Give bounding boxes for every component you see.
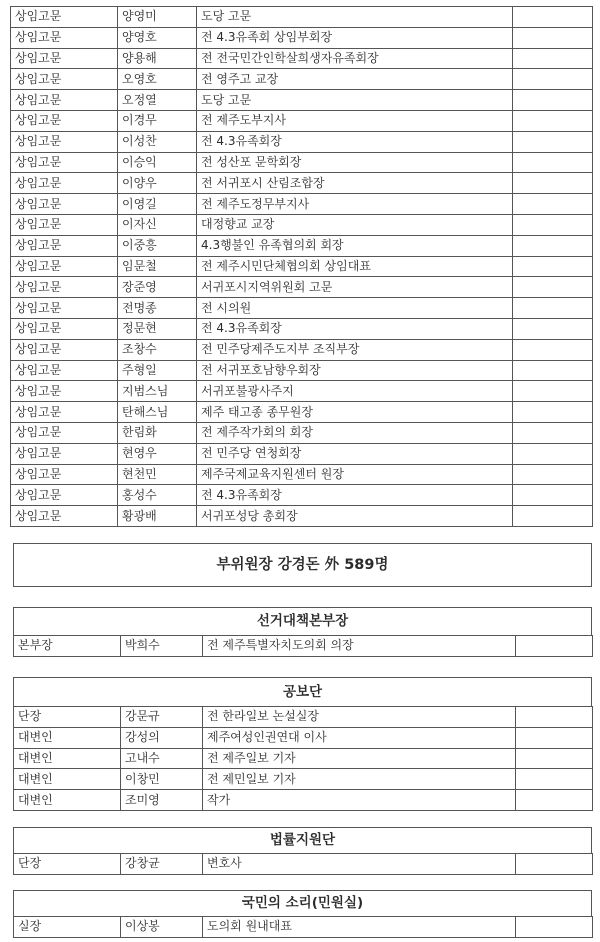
name-cell: 현천민 <box>118 464 197 485</box>
title-cell: 전 성산포 문학회장 <box>197 152 513 173</box>
name-cell: 이승익 <box>118 152 197 173</box>
role-cell: 상임고문 <box>11 485 118 506</box>
empty-cell <box>513 318 593 339</box>
table-row <box>11 152 593 173</box>
title-cell: 전 전국민간인학살희생자유족회장 <box>197 48 513 69</box>
role-cell: 상임고문 <box>11 464 118 485</box>
empty-cell <box>516 636 593 657</box>
name-cell: 강창균 <box>121 854 203 875</box>
title-cell: 4.3행불인 유족협의회 회장 <box>197 235 513 256</box>
name-cell: 양영호 <box>118 27 197 48</box>
name-cell: 오영호 <box>118 69 197 90</box>
role-cell: 상임고문 <box>11 194 118 215</box>
title-cell: 도당 고문 <box>197 90 513 111</box>
name-cell: 주형일 <box>118 360 197 381</box>
name-cell: 이양우 <box>118 173 197 194</box>
title-cell: 전 민주당 연청회장 <box>197 443 513 464</box>
empty-cell <box>513 110 593 131</box>
role-cell: 대변인 <box>14 748 121 769</box>
role-cell: 상임고문 <box>11 235 118 256</box>
title-cell: 전 서귀포호남향우회장 <box>197 360 513 381</box>
title-cell: 전 서귀포시 산림조합장 <box>197 173 513 194</box>
title-cell: 서귀포성당 총회장 <box>197 506 513 527</box>
role-cell: 상임고문 <box>11 339 118 360</box>
name-cell: 지범스님 <box>118 381 197 402</box>
title-cell: 도당 고문 <box>197 7 513 28</box>
name-cell: 조창수 <box>118 339 197 360</box>
empty-cell <box>516 917 593 938</box>
table-row <box>11 402 593 423</box>
table-row <box>14 707 593 728</box>
name-cell: 한림화 <box>118 422 197 443</box>
role-cell: 상임고문 <box>11 7 118 28</box>
empty-cell <box>513 7 593 28</box>
title-cell: 제주국제교육지원센터 원장 <box>197 464 513 485</box>
empty-cell <box>516 748 593 769</box>
empty-cell <box>513 48 593 69</box>
title-cell: 전 한라일보 논설실장 <box>203 707 516 728</box>
title-cell: 전 4.3유족회장 <box>197 318 513 339</box>
section-title-civil-office: 국민의 소리(민원실) <box>13 890 592 917</box>
empty-cell <box>513 152 593 173</box>
vice-chair-banner: 부위원장 강경돈 外 589명 <box>13 543 592 587</box>
title-cell: 전 제주작가회의 회장 <box>197 422 513 443</box>
table-row <box>14 748 593 769</box>
role-cell: 상임고문 <box>11 27 118 48</box>
table-row <box>11 173 593 194</box>
empty-cell <box>513 360 593 381</box>
table-row <box>11 48 593 69</box>
advisor-table <box>10 6 593 527</box>
name-cell: 양용해 <box>118 48 197 69</box>
name-cell: 이상봉 <box>121 917 203 938</box>
role-cell: 상임고문 <box>11 110 118 131</box>
title-cell: 도의회 원내대표 <box>203 917 516 938</box>
table-row <box>14 769 593 790</box>
role-cell: 상임고문 <box>11 173 118 194</box>
title-cell: 전 4.3유족회장 <box>197 131 513 152</box>
table-row <box>14 854 593 875</box>
title-cell: 전 민주당제주도지부 조직부장 <box>197 339 513 360</box>
title-cell: 전 시의원 <box>197 298 513 319</box>
table-row <box>11 7 593 28</box>
table-row <box>14 636 593 657</box>
empty-cell <box>513 194 593 215</box>
table-row <box>11 256 593 277</box>
title-cell: 전 제주도정무부지사 <box>197 194 513 215</box>
table-row <box>11 464 593 485</box>
title-cell: 대정향교 교장 <box>197 214 513 235</box>
name-cell: 이성찬 <box>118 131 197 152</box>
empty-cell <box>513 131 593 152</box>
empty-cell <box>516 790 593 811</box>
section-table-legal-support <box>13 853 593 875</box>
name-cell: 이창민 <box>121 769 203 790</box>
table-row <box>11 90 593 111</box>
role-cell: 실장 <box>14 917 121 938</box>
section-table-campaign-head <box>13 635 593 657</box>
name-cell: 이자신 <box>118 214 197 235</box>
role-cell: 단장 <box>14 707 121 728</box>
name-cell: 강문규 <box>121 707 203 728</box>
name-cell: 황광배 <box>118 506 197 527</box>
role-cell: 상임고문 <box>11 443 118 464</box>
role-cell: 본부장 <box>14 636 121 657</box>
name-cell: 홍성수 <box>118 485 197 506</box>
title-cell: 전 제민일보 기자 <box>203 769 516 790</box>
role-cell: 대변인 <box>14 790 121 811</box>
empty-cell <box>516 727 593 748</box>
table-row <box>11 443 593 464</box>
role-cell: 대변인 <box>14 769 121 790</box>
table-row <box>11 214 593 235</box>
empty-cell <box>516 707 593 728</box>
empty-cell <box>513 27 593 48</box>
table-row <box>11 27 593 48</box>
name-cell: 임문철 <box>118 256 197 277</box>
name-cell: 현영우 <box>118 443 197 464</box>
name-cell: 장준영 <box>118 277 197 298</box>
role-cell: 상임고문 <box>11 402 118 423</box>
name-cell: 오정열 <box>118 90 197 111</box>
title-cell: 서귀포시지역위원회 고문 <box>197 277 513 298</box>
name-cell: 조미영 <box>121 790 203 811</box>
role-cell: 상임고문 <box>11 48 118 69</box>
section-table-press-team <box>13 706 593 811</box>
table-row <box>11 506 593 527</box>
role-cell: 상임고문 <box>11 298 118 319</box>
name-cell: 탄해스님 <box>118 402 197 423</box>
empty-cell <box>516 769 593 790</box>
empty-cell <box>513 339 593 360</box>
name-cell: 전명종 <box>118 298 197 319</box>
table-row <box>14 917 593 938</box>
table-row <box>11 298 593 319</box>
empty-cell <box>513 214 593 235</box>
empty-cell <box>513 402 593 423</box>
section-table-civil-office <box>13 916 593 938</box>
title-cell: 전 4.3유족회 상임부회장 <box>197 27 513 48</box>
table-row <box>11 69 593 90</box>
title-cell: 서귀포불광사주지 <box>197 381 513 402</box>
role-cell: 상임고문 <box>11 214 118 235</box>
role-cell: 대변인 <box>14 727 121 748</box>
table-row <box>11 360 593 381</box>
table-row <box>11 131 593 152</box>
table-row <box>11 277 593 298</box>
empty-cell <box>513 506 593 527</box>
title-cell: 변호사 <box>203 854 516 875</box>
title-cell: 전 4.3유족회장 <box>197 485 513 506</box>
empty-cell <box>513 277 593 298</box>
empty-cell <box>513 298 593 319</box>
table-row <box>11 110 593 131</box>
table-row <box>14 790 593 811</box>
role-cell: 상임고문 <box>11 318 118 339</box>
role-cell: 상임고문 <box>11 422 118 443</box>
empty-cell <box>513 422 593 443</box>
table-row <box>11 235 593 256</box>
empty-cell <box>516 854 593 875</box>
table-row <box>11 381 593 402</box>
role-cell: 상임고문 <box>11 69 118 90</box>
role-cell: 상임고문 <box>11 381 118 402</box>
name-cell: 양영미 <box>118 7 197 28</box>
table-row <box>11 422 593 443</box>
title-cell: 전 제주시민단체협의회 상임대표 <box>197 256 513 277</box>
empty-cell <box>513 69 593 90</box>
title-cell: 전 제주도부지사 <box>197 110 513 131</box>
empty-cell <box>513 464 593 485</box>
table-row <box>11 194 593 215</box>
name-cell: 이영길 <box>118 194 197 215</box>
empty-cell <box>513 173 593 194</box>
title-cell: 전 제주특별자치도의회 의장 <box>203 636 516 657</box>
name-cell: 정문현 <box>118 318 197 339</box>
section-title-press-team: 공보단 <box>13 677 592 707</box>
name-cell: 강성의 <box>121 727 203 748</box>
table-row <box>11 485 593 506</box>
role-cell: 상임고문 <box>11 256 118 277</box>
title-cell: 제주 태고종 종무원장 <box>197 402 513 423</box>
empty-cell <box>513 256 593 277</box>
table-row <box>14 727 593 748</box>
empty-cell <box>513 443 593 464</box>
role-cell: 상임고문 <box>11 90 118 111</box>
name-cell: 고내수 <box>121 748 203 769</box>
title-cell: 작가 <box>203 790 516 811</box>
table-row <box>11 318 593 339</box>
role-cell: 상임고문 <box>11 506 118 527</box>
table-row <box>11 339 593 360</box>
section-title-campaign-head: 선거대책본부장 <box>13 607 592 636</box>
name-cell: 이중흥 <box>118 235 197 256</box>
title-cell: 전 영주고 교장 <box>197 69 513 90</box>
empty-cell <box>513 485 593 506</box>
role-cell: 상임고문 <box>11 131 118 152</box>
title-cell: 제주여성인권연대 이사 <box>203 727 516 748</box>
empty-cell <box>513 381 593 402</box>
name-cell: 박희수 <box>121 636 203 657</box>
name-cell: 이경무 <box>118 110 197 131</box>
title-cell: 전 제주일보 기자 <box>203 748 516 769</box>
empty-cell <box>513 235 593 256</box>
role-cell: 상임고문 <box>11 152 118 173</box>
role-cell: 단장 <box>14 854 121 875</box>
role-cell: 상임고문 <box>11 360 118 381</box>
empty-cell <box>513 90 593 111</box>
section-title-legal-support: 법률지원단 <box>13 827 592 854</box>
role-cell: 상임고문 <box>11 277 118 298</box>
